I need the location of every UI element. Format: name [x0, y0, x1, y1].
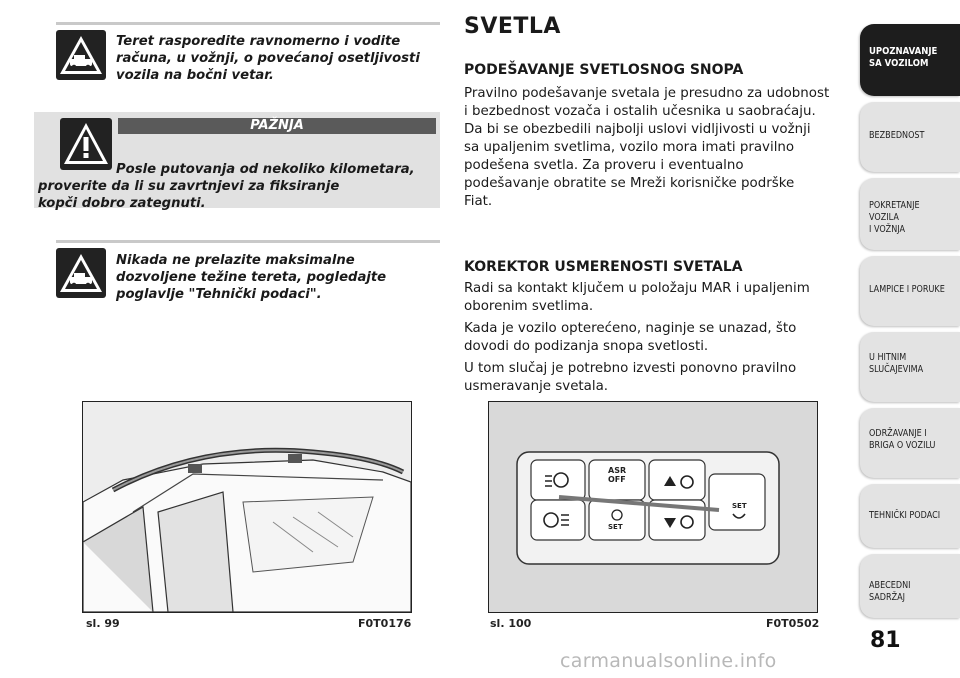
tab-label: BEZBEDNOST: [869, 130, 925, 141]
figure-100-code: F0T0502: [766, 617, 820, 630]
subsection-title-beam: PODEŠAVANJE SVETLOSNOG SNOPA: [464, 62, 744, 78]
tab-hitni-slucajevi[interactable]: [860, 332, 960, 402]
asr-label: ASR: [608, 466, 627, 475]
tab-abecedni-sadrzaj[interactable]: [860, 554, 960, 618]
figure-roof-rails: [82, 401, 412, 613]
tab-bezbednost[interactable]: [860, 102, 960, 172]
tab-label: POKRETANJE VOZILA I VOŽNJA: [869, 200, 920, 235]
tab-label: ABECEDNI SADRŽAJ: [869, 580, 911, 603]
set-label-asr: SET: [608, 523, 623, 531]
warning-text-content: Posle putovanja od nekoliko kilometara, proverite da li su zavrtnjevi za fiksiranje kopči dobro zategnuti.: [38, 162, 415, 211]
tab-label: UPOZNAVANJE SA VOZILOM: [869, 46, 938, 69]
tab-upoznavanje[interactable]: [860, 24, 960, 96]
off-label: OFF: [608, 475, 626, 484]
tab-lampice[interactable]: [860, 256, 960, 326]
section-title: SVETLA: [464, 14, 561, 39]
car-load-icon: [56, 30, 106, 80]
warning-title: PAŽNJA: [118, 118, 436, 134]
note-load-distribution: Teret rasporedite ravnomerno i vodite računa, u vožnji, o povećanoj osetljivosti vozila na bočni vetar.: [116, 34, 420, 83]
corrector-paragraph-1: Radi sa kontakt ključem u položaju MAR i upaljenim oborenim svetlima.: [464, 281, 810, 314]
subsection-title-corrector: KOREKTOR USMERENOSTI SVETALA: [464, 259, 743, 275]
warning-text: [38, 144, 438, 229]
subsection-text-beam: Pravilno podešavanje svetala je presudno za udobnost i bezbednost vozača i ostalih učesnika u saobraćaju. Da bi se obezbedili najbolji uslovi vidljivosti u vožnji sa upaljenim svetlima, vozilo mora imati pravilno podešena svetla. Za proveru i eventualno podešavanje obratite se Mreži korisničke podrške Fiat.: [464, 86, 830, 209]
figure-99-caption: sl. 99: [86, 617, 120, 630]
note-max-load: Nikada ne prelazite maksimalne dozvoljene težine tereta, pogledajte poglavlje "Tehnički podaci".: [116, 253, 387, 302]
figure-100-caption: sl. 100: [490, 617, 532, 630]
set-label-corrector: SET: [732, 502, 747, 510]
top-rule-note2: [56, 240, 440, 243]
corrector-paragraph-2: Kada je vozilo opterećeno, naginje se unazad, što dovodi do podizanja snopa svetlosti.: [464, 321, 797, 354]
figure-99-code: F0T0176: [358, 617, 412, 630]
tab-label: U HITNIM SLUČAJEVIMA: [869, 352, 924, 375]
figure-switch-panel: [488, 401, 818, 613]
tab-label: LAMPICE I PORUKE: [869, 284, 945, 295]
car-load-icon: [56, 248, 106, 298]
tab-tehnicki-podaci[interactable]: [860, 484, 960, 548]
tab-label: ODRŽAVANJE I BRIGA O VOZILU: [869, 428, 936, 451]
tab-label: TEHNIČKI PODACI: [869, 510, 941, 521]
tab-pokretanje[interactable]: [860, 178, 960, 250]
tab-odrzavanje[interactable]: [860, 408, 960, 478]
watermark: carmanualsonline.info: [560, 650, 777, 672]
corrector-paragraph-3: U tom slučaj je potrebno izvesti ponovno pravilno usmeravanje svetala.: [464, 361, 797, 394]
top-rule-note1: [56, 22, 440, 25]
page-number: 81: [870, 628, 901, 653]
